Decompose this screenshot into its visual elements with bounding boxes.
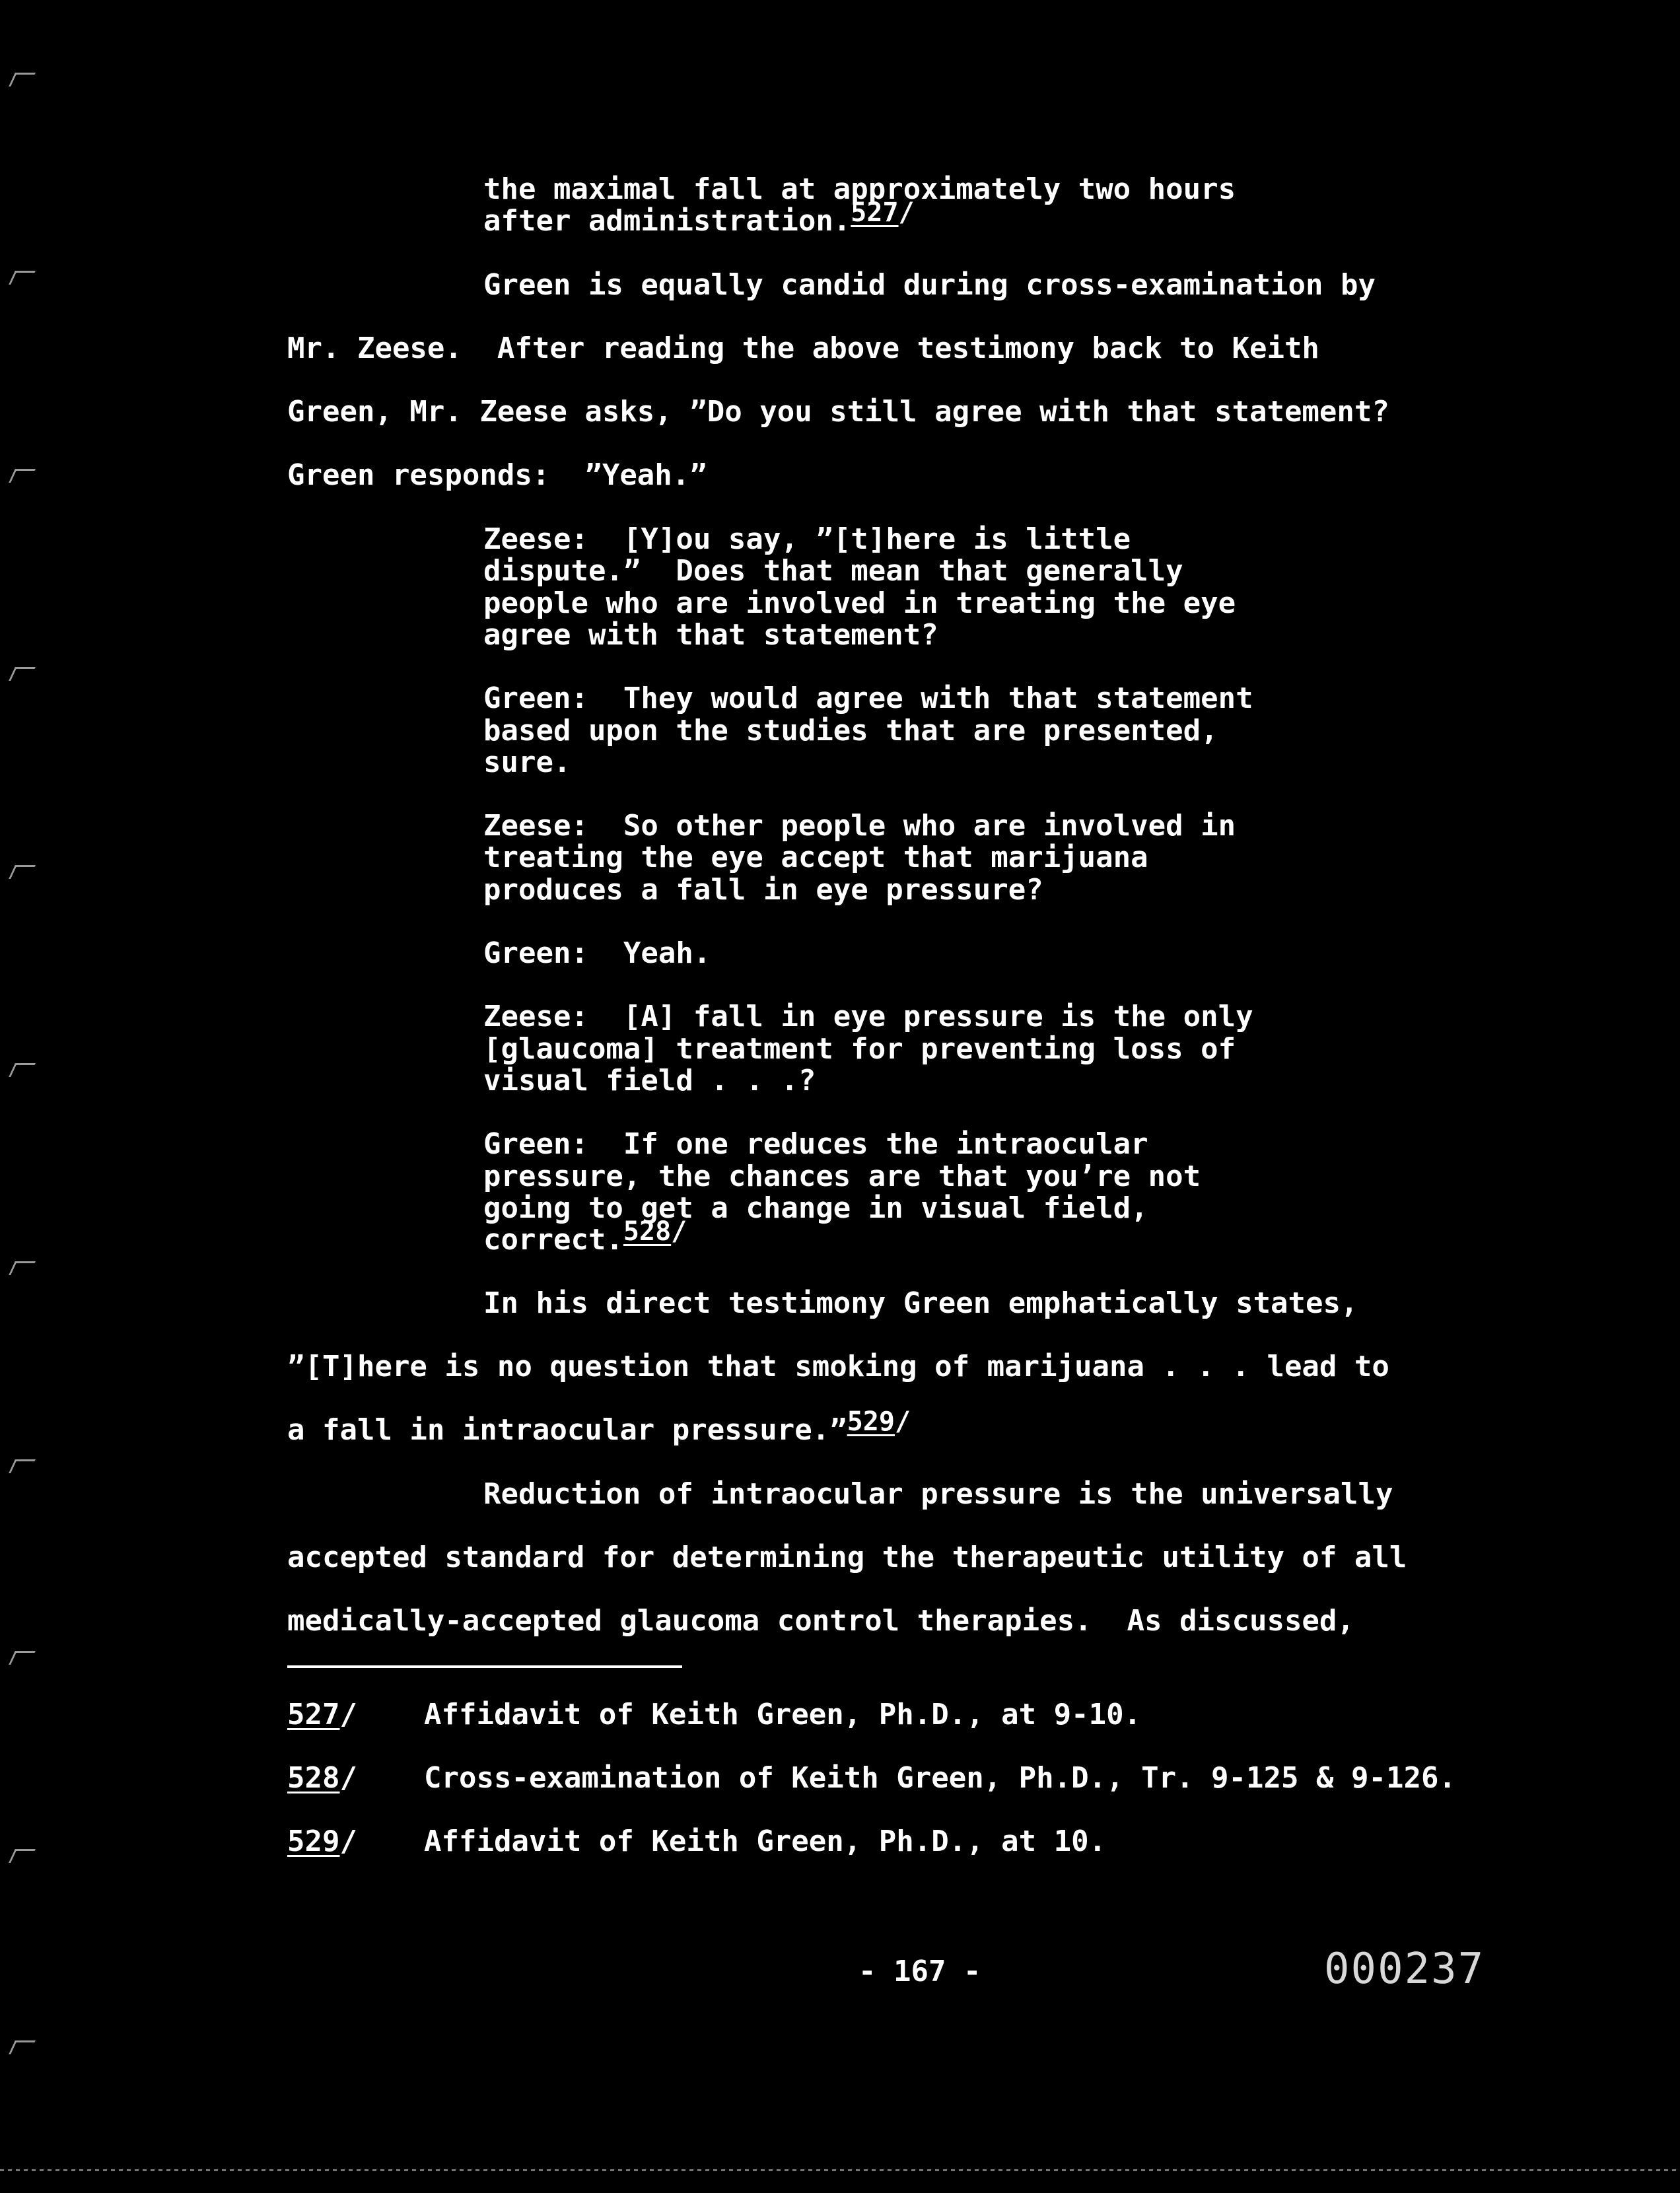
text-line-content: accepted standard for determining the therapeutic utility of all: [287, 1541, 1407, 1574]
footnote-reference[interactable]: 528/: [623, 1216, 687, 1247]
text-line: [287, 395, 1389, 429]
footnote-number: 529/: [287, 1825, 357, 1858]
text-line: [483, 268, 1376, 302]
margin-tick: [9, 1459, 36, 1473]
text-line: [287, 1604, 1354, 1638]
footnote-number: 528/: [287, 1761, 357, 1795]
text-line: [287, 1543, 1407, 1572]
text-line-content: Green responds: ”Yeah.”: [287, 458, 707, 492]
footnote-divider: [287, 1665, 682, 1668]
margin-tick: [9, 1063, 36, 1077]
footnote-number: 527/: [287, 1698, 357, 1731]
footnote-reference[interactable]: 527/: [851, 197, 915, 228]
text-line: [483, 1066, 816, 1096]
text-line-content: after administration.: [483, 204, 851, 238]
margin-tick: [9, 1651, 36, 1665]
text-line: [483, 618, 938, 652]
text-line: [483, 586, 1236, 620]
margin-tick: [9, 73, 36, 87]
footnote-reference[interactable]: 529/: [847, 1407, 911, 1437]
text-line: [483, 1032, 1236, 1066]
text-line-content: treating the eye accept that marijuana: [483, 841, 1148, 874]
text-line-content: produces a fall in eye pressure?: [483, 873, 1043, 907]
text-line-content: agree with that statement?: [483, 618, 938, 652]
text-line-content: Green, Mr. Zeese asks, ”Do you still agree with that statement?: [287, 395, 1389, 429]
text-line: [483, 1127, 1148, 1161]
footnote-reference-number: 527: [851, 197, 899, 228]
text-line: [483, 843, 1148, 872]
text-line-content: Green: Yeah.: [483, 936, 711, 970]
text-line: [287, 331, 1319, 365]
margin-tick: [9, 469, 36, 483]
footnote-number-label: 528: [287, 1761, 340, 1795]
text-line-content: Zeese: [A] fall in eye pressure is the only: [483, 1000, 1253, 1033]
text-line: [483, 1162, 1201, 1191]
text-line: [483, 1286, 1358, 1320]
text-line: [287, 1352, 1389, 1381]
text-line-content: the maximal fall at approximately two hours: [483, 172, 1236, 206]
text-line: [483, 522, 1131, 556]
text-line-content: [glaucoma] treatment for preventing loss of: [483, 1032, 1236, 1066]
text-line-content: Mr. Zeese. After reading the above testimony back to Keith: [287, 331, 1319, 365]
text-line-content: dispute.” Does that mean that generally: [483, 554, 1183, 588]
text-line-content: medically-accepted glaucoma control therapies. As discussed,: [287, 1604, 1354, 1638]
page-number: - 167 -: [858, 1955, 981, 1988]
footnote-reference-number: 528: [623, 1216, 672, 1247]
scan-artifact-line: [0, 2169, 1680, 2171]
text-line-content: based upon the studies that are presented,: [483, 714, 1218, 748]
text-line: [483, 716, 1218, 746]
text-line-content: visual field . . .?: [483, 1064, 816, 1097]
text-line: [483, 1216, 687, 1257]
footnote-number-label: 527: [287, 1698, 340, 1731]
text-line-content: a fall in intraocular pressure.”: [287, 1413, 847, 1447]
margin-tick: [9, 1261, 36, 1275]
text-line-content: correct.: [483, 1223, 623, 1257]
footnote-reference-number: 529: [847, 1407, 895, 1437]
margin-tick: [9, 2040, 36, 2054]
text-line-content: pressure, the chances are that you’re not: [483, 1160, 1201, 1193]
text-line: [483, 1191, 1148, 1225]
margin-tick: [9, 865, 36, 879]
footnote-text: Affidavit of Keith Green, Ph.D., at 10.: [424, 1825, 1107, 1858]
text-line: [483, 873, 1043, 907]
text-line-content: Zeese: [Y]ou say, ”[t]here is little: [483, 522, 1131, 556]
text-line-content: Green: They would agree with that statement: [483, 681, 1253, 715]
text-line: [483, 936, 711, 970]
text-line-content: Reduction of intraocular pressure is the universally: [483, 1477, 1393, 1511]
text-line-content: going to get a change in visual field,: [483, 1191, 1148, 1225]
margin-tick: [9, 667, 36, 681]
text-line: [287, 1407, 911, 1447]
text-line: [483, 681, 1253, 715]
footnote-text: Affidavit of Keith Green, Ph.D., at 9-10.: [424, 1698, 1142, 1731]
text-line: [483, 554, 1183, 588]
text-line: [483, 809, 1236, 843]
footnote-number-label: 529: [287, 1825, 340, 1858]
margin-tick: [9, 1849, 36, 1863]
text-line-content: people who are involved in treating the eye: [483, 586, 1236, 620]
margin-tick: [9, 271, 36, 285]
text-line-content: Green is equally candid during cross-examination by: [483, 268, 1376, 302]
text-line: [483, 748, 571, 777]
text-line: [287, 458, 707, 492]
bates-stamp: 000237: [1324, 1945, 1485, 1994]
text-line-content: In his direct testimony Green emphatically states,: [483, 1286, 1358, 1320]
text-line-content: ”[T]here is no question that smoking of marijuana . . . lead to: [287, 1350, 1389, 1383]
text-line: [483, 1002, 1253, 1031]
text-line-content: sure.: [483, 746, 571, 779]
footnote-text: Cross-examination of Keith Green, Ph.D., Tr. 9-125 & 9-126.: [424, 1761, 1456, 1795]
text-line: [483, 1477, 1393, 1511]
text-line-content: Green: If one reduces the intraocular: [483, 1127, 1148, 1161]
text-line-content: Zeese: So other people who are involved in: [483, 809, 1236, 843]
text-line: [483, 197, 915, 238]
